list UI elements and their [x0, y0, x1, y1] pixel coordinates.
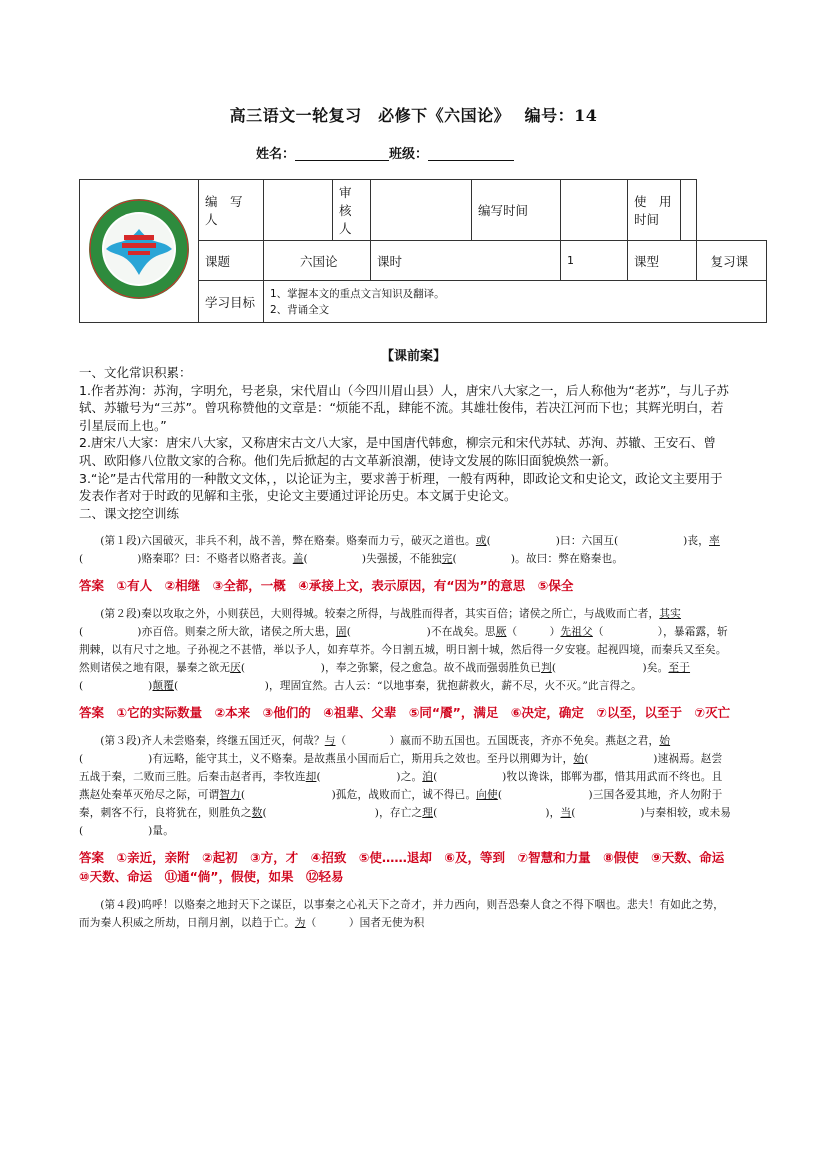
author-value-cell[interactable] — [264, 180, 333, 241]
blank[interactable]: ( )矣。 — [551, 662, 669, 675]
passage-paragraph-2: (第２段)秦以攻取之外，小则获邑，大则得城。较秦之所得，与战胜而得者，其实百倍；诸侯之所亡，与战败而亡者，其实( )亦百倍。则秦之所大欲，诸侯之所大患，固( )不在战矣。思厥（ ）先祖父（ ），暴霜露，斩荆棘，以有尺寸之地。子孙视之不甚惜，举以予人，如弃草芥。今日割五城，明日割十城，然后得一夕安寝。起视四境，而秦兵又至矣。然则诸侯之地有限，暴秦之欲无厌( )，奉之弥繁，侵之愈急。故不战而强弱胜负已判( )矣。至于( )颠覆( )，理固宜然。古人云：“以地事秦，犹抱薪救火，薪不尽，火不灭。”此言得之。 — [79, 608, 728, 693]
school-seal-logo-icon — [84, 191, 194, 309]
info-table — [79, 179, 767, 323]
goal-item: 1、掌握本文的重点文言知识及翻译。 — [270, 287, 445, 300]
title-text: 高三语文一轮复习 必修下《六国论》 编号：14 — [229, 106, 598, 125]
reviewer-value-cell[interactable] — [371, 180, 472, 241]
write-time-value-cell[interactable] — [561, 180, 628, 241]
blank[interactable]: （ ），暴霜露，斩荆棘，以有尺寸之地。子孙视之不甚惜，举以予人，如弃草芥。今日割五城，明日割十城，然后得一夕安寝。起视四境，而秦兵又至矣。然则诸侯之地有限，暴秦之欲无 — [79, 626, 728, 675]
part1-heading: 一、文化常识积累： — [79, 365, 192, 380]
blank[interactable]: ( )失强援，不能独 — [303, 553, 442, 566]
topic-label-cell: 课题 — [199, 241, 264, 281]
name-blank[interactable] — [295, 146, 389, 161]
blank[interactable]: ( )。故曰：弊在赂秦也。 — [452, 553, 624, 566]
author-label-cell: 编 写 人 — [199, 180, 264, 241]
worksheet-content — [79, 364, 737, 932]
write-time-label-cell: 编写时间 — [472, 180, 561, 241]
passage-paragraph-1: (第１段)六国破灭，非兵不利，战不善，弊在赂秦。赂秦而力亏，破灭之道也。或( )曰：六国互( )丧，率( )赂秦耶？曰：不赂者以赂者丧。盖( )失强援，不能独完( )。故曰：弊在赂秦也。 — [79, 535, 720, 566]
blank[interactable]: ( )孤危，战败而亡，诚不得已。 — [240, 789, 477, 802]
use-time-label-cell: 使 用 时间 — [628, 180, 681, 241]
type-label-cell: 课型 — [628, 241, 697, 281]
blank[interactable]: ( )，存亡之 — [262, 807, 423, 820]
culture-item: 1.作者苏洵：苏洵，字明允，号老泉，宋代眉山（今四川眉山县）人，唐宋八大家之一，后人称他为“老苏”，与儿子苏轼、苏辙号为“三苏”。曾巩称赞他的文章是：“烦能不乱，肆能不流。其雄壮俊伟，若决江河而下也；其辉光明白，若引星辰而上也。” — [79, 382, 729, 433]
blank[interactable]: （ ）国者无使为积 — [305, 917, 425, 930]
answer-2: 答案 ①它的实际数量 ②本来 ③他们的 ④祖辈、父辈 ⑤同“餍”，满足 ⑥决定，确定 ⑦以至，以至于 ⑦灭亡 — [79, 705, 731, 721]
answer-3: 答案 ①亲近，亲附 ②起初 ③方，才 ④招致 ⑤使……退却 ⑥及，等到 ⑦智慧和力量 ⑧假使 ⑨天数、命运 ⑩天数、命运 ⑪通“倘”，假使，如果 ⑫轻易 — [79, 850, 737, 885]
class-label: 班级： — [389, 147, 429, 162]
blank[interactable]: （ ） — [506, 626, 561, 639]
answer-1: 答案 ①有人 ②相继 ③全都，一概 ④承接上文，表示原因，有“因为”的意思 ⑤保全 — [79, 578, 574, 594]
blank[interactable]: ( )速祸焉。赵尝五战于秦，二败而三胜。后秦击赵者再，李牧连 — [79, 753, 723, 784]
blank[interactable]: ( )亦百倍。则秦之所大欲，诸侯之所大患， — [79, 626, 336, 639]
passage-paragraph-3: (第３段)齐人未尝赂秦，终继五国迁灭，何哉？与（ ）嬴而不助五国也。五国既丧，齐亦不免矣。燕赵之君，始( )有远略，能守其土，义不赂秦。是故燕虽小国而后亡，斯用兵之效也。至丹以荆卿为计，始( )速祸焉。赵尝五战于秦，二败而三胜。后秦击赵者再，李牧连却( )之。洎( )牧以谗诛，邯郸为郡，惜其用武而不终也。且燕赵处秦革灭殆尽之际，可谓智力( )孤危，战败而亡，诚不得已。向使( )三国各爱其地，齐人勿附于秦，刺客不行，良将犹在，则胜负之数( )，存亡之理( )，当( )与秦相较，或未易( )量。 — [79, 735, 732, 838]
name-label: 姓名： — [256, 147, 296, 162]
goal-item: 2、背诵全文 — [270, 303, 330, 316]
document-title — [0, 103, 827, 126]
use-time-value-cell[interactable] — [681, 180, 697, 241]
blank[interactable]: ( )曰：六国互 — [486, 535, 615, 548]
blank[interactable]: ( )丧， — [614, 535, 710, 548]
section-title: 【课前案】 — [380, 349, 446, 364]
blank[interactable]: ( )，奉之弥繁，侵之愈急。故不战而强弱胜负已 — [240, 662, 542, 675]
blank[interactable]: ( )与秦相较，或未易 — [571, 807, 732, 820]
logo-cell — [80, 180, 199, 323]
part2-heading: 二、课文挖空训练 — [79, 505, 180, 521]
culture-item: 3.“论”是古代常用的一种散文文体，，以论证为主，要求善于析理，一般有两种，即政论文和史论文，政论文主要用于发表作者对于时政的见解和主张，史论文主要通过评论历史。本文属于史论文。 — [79, 470, 723, 504]
blank[interactable]: ( )之。 — [316, 771, 423, 784]
culture-item: 2.唐宋八大家：唐宋八大家，又称唐宋古文八大家，是中国唐代韩愈，柳宗元和宋代苏轼、苏洵、苏辙、王安石、曾巩、欧阳修八位散文家的合称。他们先后掀起的古文革新浪潮，使诗文发展的陈旧面貌焕然一新。 — [79, 435, 716, 468]
blank[interactable]: ( )赂秦耶？曰：不赂者以赂者丧。 — [79, 553, 293, 566]
blank[interactable]: ( )牧以谗诛，邯郸为郡，惜其用武而不终也。且燕赵处秦革灭殆尽之际，可谓 — [79, 771, 723, 802]
blank[interactable]: ( )， — [433, 807, 561, 820]
class-blank[interactable] — [428, 146, 514, 161]
name-class-line — [256, 143, 514, 162]
blank[interactable]: （ ）嬴而不助五国也。五国既丧，齐亦不免矣。燕赵之君， — [335, 735, 660, 748]
goal-value-cell — [264, 281, 767, 323]
goal-label-cell: 学习目标 — [199, 281, 264, 323]
topic-value-cell: 六国论 — [264, 241, 371, 281]
hours-value-cell: 1 — [561, 241, 628, 281]
blank[interactable]: ( )量。 — [79, 825, 175, 838]
blank[interactable]: ( )有远略，能守其土，义不赂秦。是故燕虽小国而后亡，斯用兵之效也。至丹以荆卿为计， — [79, 753, 574, 766]
hours-label-cell: 课时 — [371, 241, 561, 281]
blank[interactable]: ( )，理固宜然。古人云：“以地事秦，犹抱薪救火，薪不尽，火不灭。”此言得之。 — [174, 680, 642, 693]
blank[interactable]: ( )不在战矣。思 — [346, 626, 496, 639]
type-value-cell: 复习课 — [696, 241, 766, 281]
blank[interactable]: ( ) — [79, 680, 153, 693]
blank[interactable]: ( )三国各爱其地，齐人勿附于秦，刺客不行，良将犹在，则胜负之 — [79, 789, 723, 820]
reviewer-label-cell: 审 核 人 — [333, 180, 371, 241]
passage-paragraph-4: (第４段)呜呼！以赂秦之地封天下之谋臣，以事秦之心礼天下之奇才，并力西向，则吾恐秦人食之不得下咽也。悲夫！有如此之势，而为秦人积威之所劫，日削月割，以趋于亡。为（ ）国者无使为积 — [79, 899, 725, 930]
